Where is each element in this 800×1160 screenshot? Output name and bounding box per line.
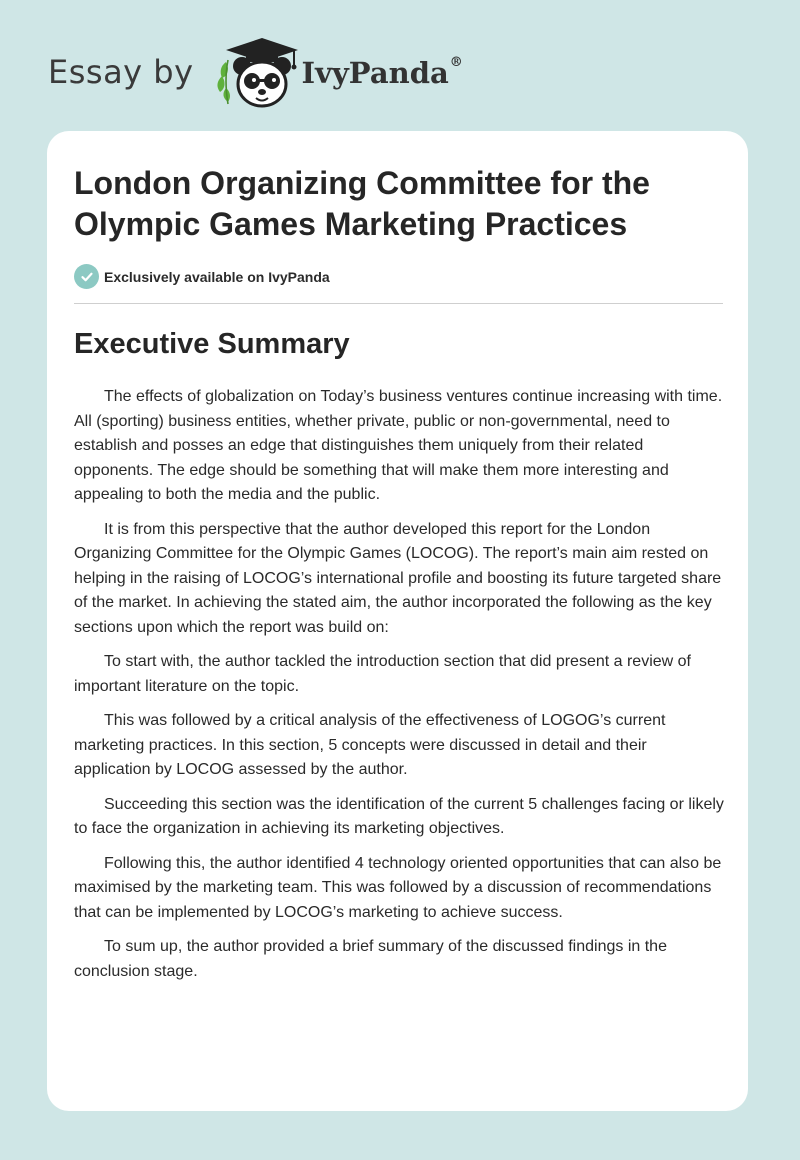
paragraph: The effects of globalization on Today’s business ventures continue increasing with time. All (sporting) business entities, whether private, public or non-governmental, need to establish and posses an edge that distinguishes them uniquely from their related opponents. The edge should be something that will make them more interesting and appealing to both the media and the public. (74, 388, 723, 503)
page-title: London Organizing Committee for the Olympic Games Marketing Practices (74, 165, 650, 242)
exclusive-badge (74, 264, 330, 289)
paragraph: To sum up, the author provided a brief summary of the discussed findings in the conclusion stage. (74, 938, 667, 980)
essay-card (47, 131, 748, 1111)
divider (74, 303, 723, 304)
site-header (48, 32, 463, 112)
brand-name[interactable]: IvyPanda® (301, 55, 463, 90)
paragraph: Following this, the author identified 4 technology oriented opportunities that can also be maximised by the marketing team. This was followed by a discussion of recommendations that can be implemented by LOCOG’s marketing to achieve success. (74, 854, 722, 921)
check-circle-icon (74, 264, 99, 289)
essay-by-label: Essay by (48, 53, 194, 91)
paragraph: To start with, the author tackled the introduction section that did present a review of important literature on the topic. (74, 653, 691, 695)
panda-graduate-icon[interactable] (210, 32, 302, 112)
paragraph: It is from this perspective that the author developed this report for the London Organizing Committee for the Olympic Games (LOCOG). The report’s main aim rested on helping in the raising of LOCOG’s international profile and boosting its future targeted share of the market. In achieving the stated aim, the author incorporated the following as the key sections upon which the report was build on: (74, 520, 722, 636)
registered-mark: ® (449, 55, 463, 71)
badge-label: Exclusively available on IvyPanda (104, 268, 330, 285)
paragraph: Succeeding this section was the identification of the current 5 challenges facing or likely to face the organization in achieving its marketing objectives. (74, 795, 724, 837)
paragraph: This was followed by a critical analysis of the effectiveness of LOGOG’s current marketing practices. In this section, 5 concepts were discussed in detail and their application by LOCOG assessed by the author. (74, 712, 666, 778)
section-heading: Executive Summary (74, 328, 350, 360)
essay-body (74, 385, 725, 994)
